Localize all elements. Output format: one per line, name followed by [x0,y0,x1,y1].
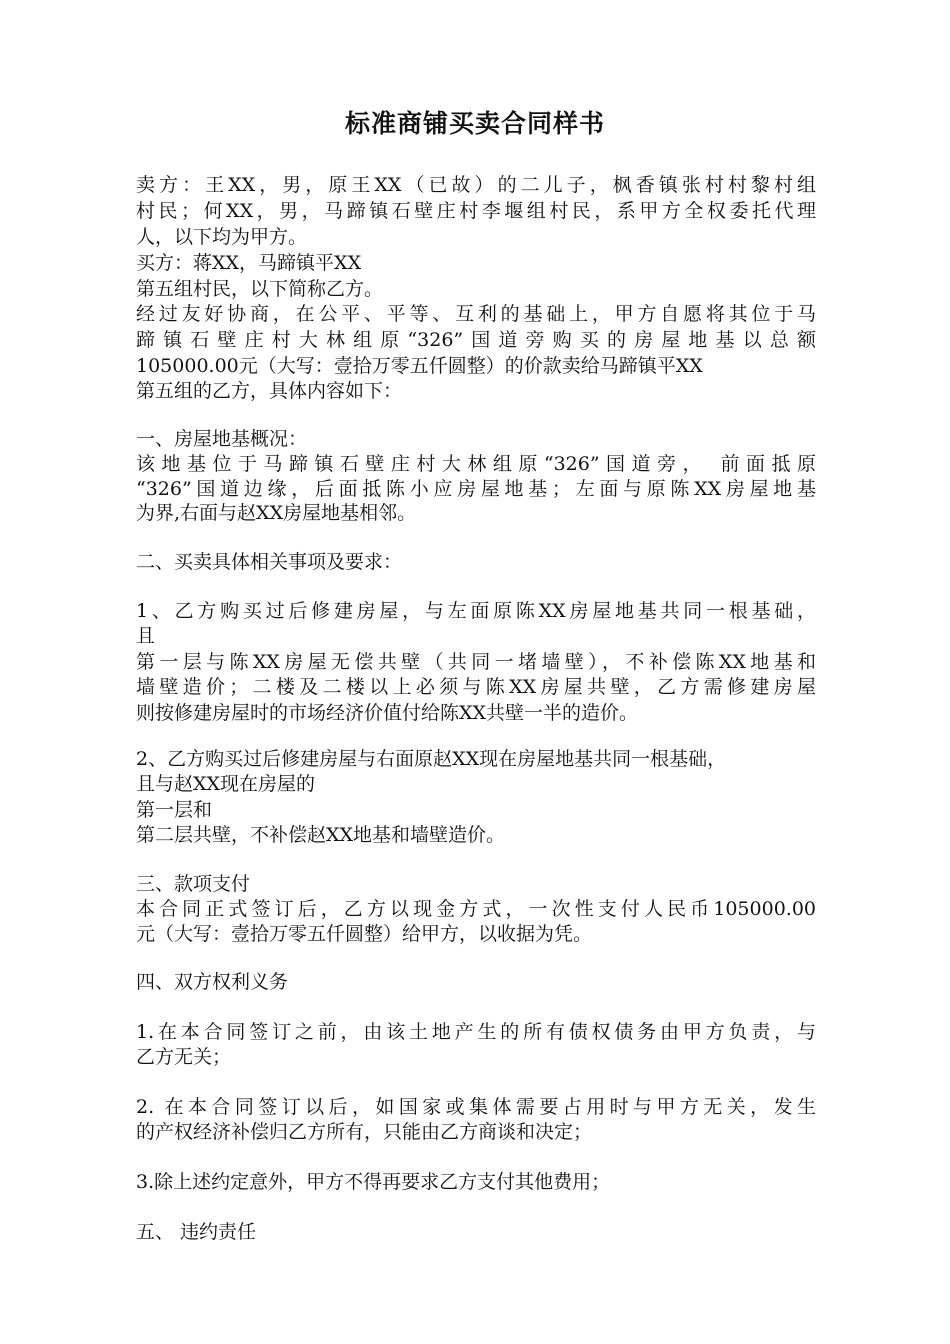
paragraph-line: 105000.00元（大写：壹拾万零五仟圆整）的价款卖给马蹄镇平XX [136,355,703,377]
paragraph-line: 则按修建房屋时的市场经济价值付给陈XX共壁一半的造价。 [136,702,639,724]
paragraph-line: 1、乙方购买过后修建房屋，与左面原陈XX房屋地基共同一根基础， [136,600,816,622]
paragraph-line: 3.除上述约定意外，甲方不得再要求乙方支付其他费用； [136,1171,611,1193]
paragraph-line: 且与赵XX现在房屋的 [136,773,316,795]
paragraph-line: 蹄镇石壁庄村大林组原“326”国道旁购买的房屋地基以总额 [136,329,816,351]
paragraph-line: 墙壁造价；二楼及二楼以上必须与陈XX房屋共壁，乙方需修建房屋 [136,676,816,698]
document-title: 标准商铺买卖合同样书 [344,109,605,138]
paragraph-line: 第五组的乙方，具体内容如下： [136,380,403,402]
paragraph-line: 第一层和 [136,799,213,821]
section-heading: 三、款项支付 [136,873,251,895]
section-heading: 二、买卖具体相关事项及要求： [136,551,403,573]
paragraph-line: 为界,右面与赵XX房屋地基相邻。 [136,502,417,524]
paragraph-line: 第二层共壁，不补偿赵XX地基和墙壁造价。 [136,824,506,846]
paragraph-line: 2、乙方购买过后修建房屋与右面原赵XX现在房屋地基共同一根基础， [136,748,727,770]
paragraph-line: 经过友好协商，在公平、平等、互利的基础上，甲方自愿将其位于马 [136,303,816,325]
paragraph-line: 2. 在本合同签订以后，如国家或集体需要占用时与甲方无关，发生 [136,1096,816,1118]
paragraph-line: 第一层与陈XX房屋无偿共壁（共同一堵墙壁），不补偿陈XX地基和 [136,651,816,673]
paragraph-line: “326”国道边缘，后面抵陈小应房屋地基；左面与原陈XX房屋地基 [136,478,816,500]
section-heading: 四、双方权利义务 [136,971,289,993]
paragraph-line: 买方：蒋XX，马蹄镇平XX [136,252,362,274]
paragraph-line: 第五组村民，以下简称乙方。 [136,278,384,300]
paragraph-line: 该地基位于马蹄镇石壁庄村大林组原“326”国道旁， 前面抵原 [136,453,816,475]
paragraph-line: 元（大写：壹拾万零五仟圆整）给甲方，以收据为凭。 [136,923,593,945]
section-heading: 一、房屋地基概况： [136,428,308,450]
paragraph-line: 人，以下均为甲方。 [136,226,308,248]
paragraph-line: 1.在本合同签订之前，由该土地产生的所有债权债务由甲方负责，与 [136,1021,816,1043]
paragraph-line: 本合同正式签订后，乙方以现金方式，一次性支付人民币105000.00 [136,898,816,920]
paragraph-line: 的产权经济补偿归乙方所有，只能由乙方商谈和决定； [136,1121,593,1143]
paragraph-line: 村民；何XX，男，马蹄镇石壁庄村李堰组村民，系甲方全权委托代理 [136,200,816,222]
paragraph-line: 且 [136,625,156,647]
paragraph-line: 卖方：王XX，男，原王XX（已故）的二儿子，枫香镇张村村黎村组 [136,174,816,196]
section-heading: 五、 违约责任 [136,1221,257,1243]
paragraph-line: 乙方无关； [136,1046,232,1068]
